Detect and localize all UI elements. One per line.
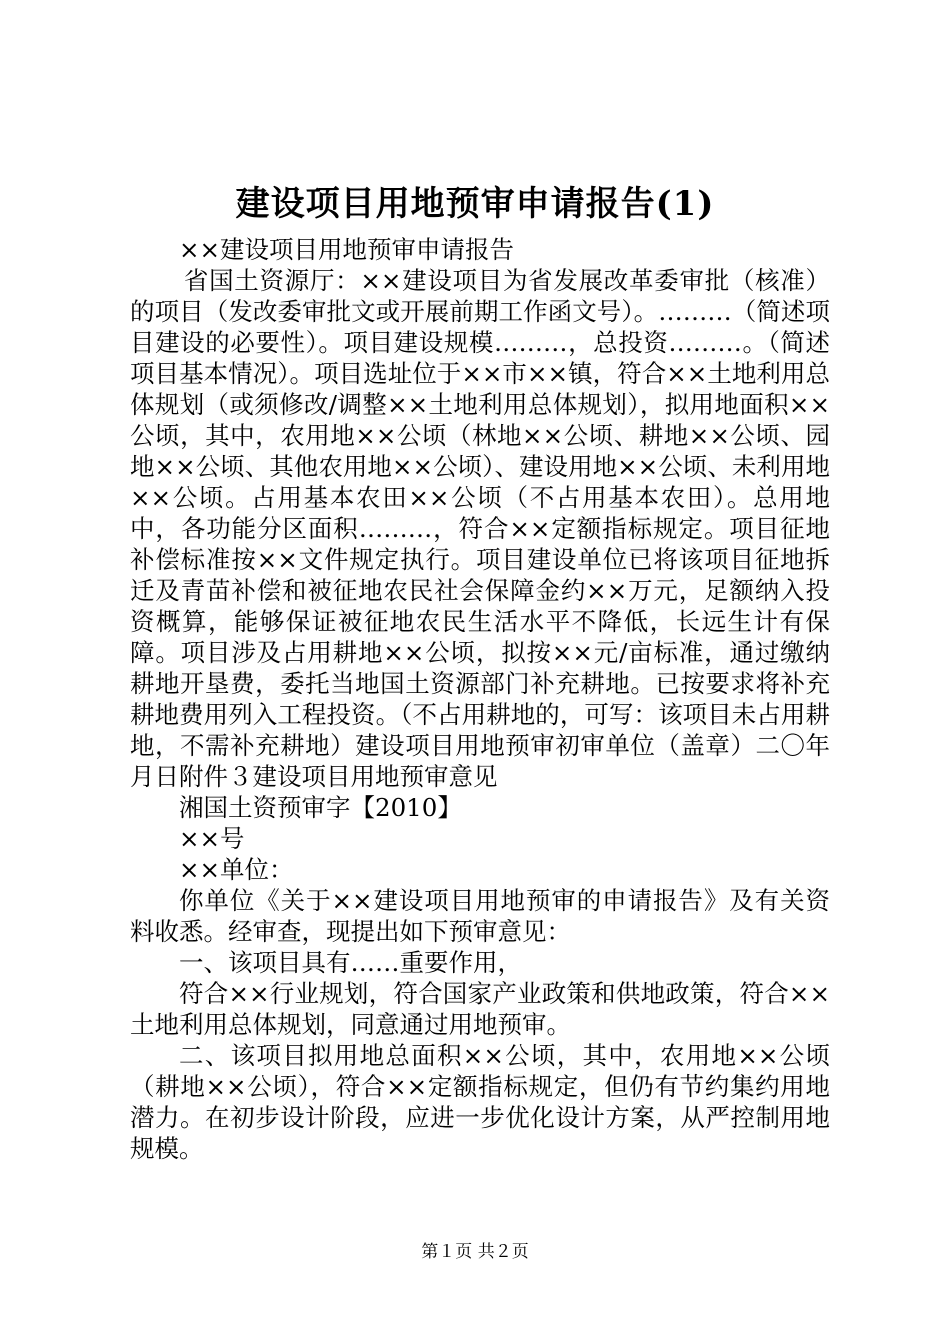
addressee-line: ××单位：: [179, 855, 294, 884]
review-intro-paragraph: 你单位《关于××建设项目用地预审的申请报告》及有关资料收悉。经审查，现提出如下预审意见：: [130, 886, 830, 946]
report-heading-line: ××建设项目用地预审申请报告: [179, 235, 515, 264]
page-footer: 第１页 共２页: [421, 1242, 529, 1262]
page-title: 建设项目用地预审申请报告(1): [235, 184, 715, 224]
opinion-item-1-heading: 一、该项目具有……重要作用，: [179, 948, 522, 977]
document-number-line: ××号: [179, 824, 245, 853]
application-paragraph: 省国土资源厅：××建设项目为省发展改革委审批（核准）的项目（发改委审批文或开展前期工作函文号）。………（简述项目建设的必要性）。项目建设规模………，总投资………。（简述项目基本情况）。项目选址位于××市××镇，符合××土地利用总体规划（或须修改/调整××土地利用总体规划），拟用地面积××公顷，其中，农用地××公顷（林地××公顷、耕地××公顷、园地××公顷、其他农用地××公顷）、建设用地××公顷、未利用地××公顷。占用基本农田××公顷（不占用基本农田）。总用地中，各功能分区面积………，符合××定额指标规定。项目征地补偿标准按××文件规定执行。项目建设单位已将该项目征地拆迁及青苗补偿和被征地农民社会保障金约××万元，足额纳入投资概算，能够保证被征地农民生活水平不降低，长远生计有保障。项目涉及占用耕地××公顷，拟按××元/亩标准，通过缴纳耕地开垦费，委托当地国土资源部门补充耕地。已按要求将补充耕地费用列入工程投资。（不占用耕地的，可写：该项目未占用耕地，不需补充耕地）建设项目用地预审初审单位（盖章）二〇年月日附件３建设项目用地预审意见: [130, 266, 830, 791]
opinion-item-1-body: 符合××行业规划，符合国家产业政策和供地政策，符合××土地利用总体规划，同意通过用地预审。: [130, 979, 830, 1039]
review-number-line: 湘国土资预审字【2010】: [179, 793, 462, 822]
document-body: [130, 234, 830, 1164]
opinion-item-2: 二、该项目拟用地总面积××公顷，其中，农用地××公顷（耕地××公顷），符合××定额指标规定，但仍有节约集约用地潜力。在初步设计阶段，应进一步优化设计方案，从严控制用地规模。: [130, 1041, 830, 1163]
